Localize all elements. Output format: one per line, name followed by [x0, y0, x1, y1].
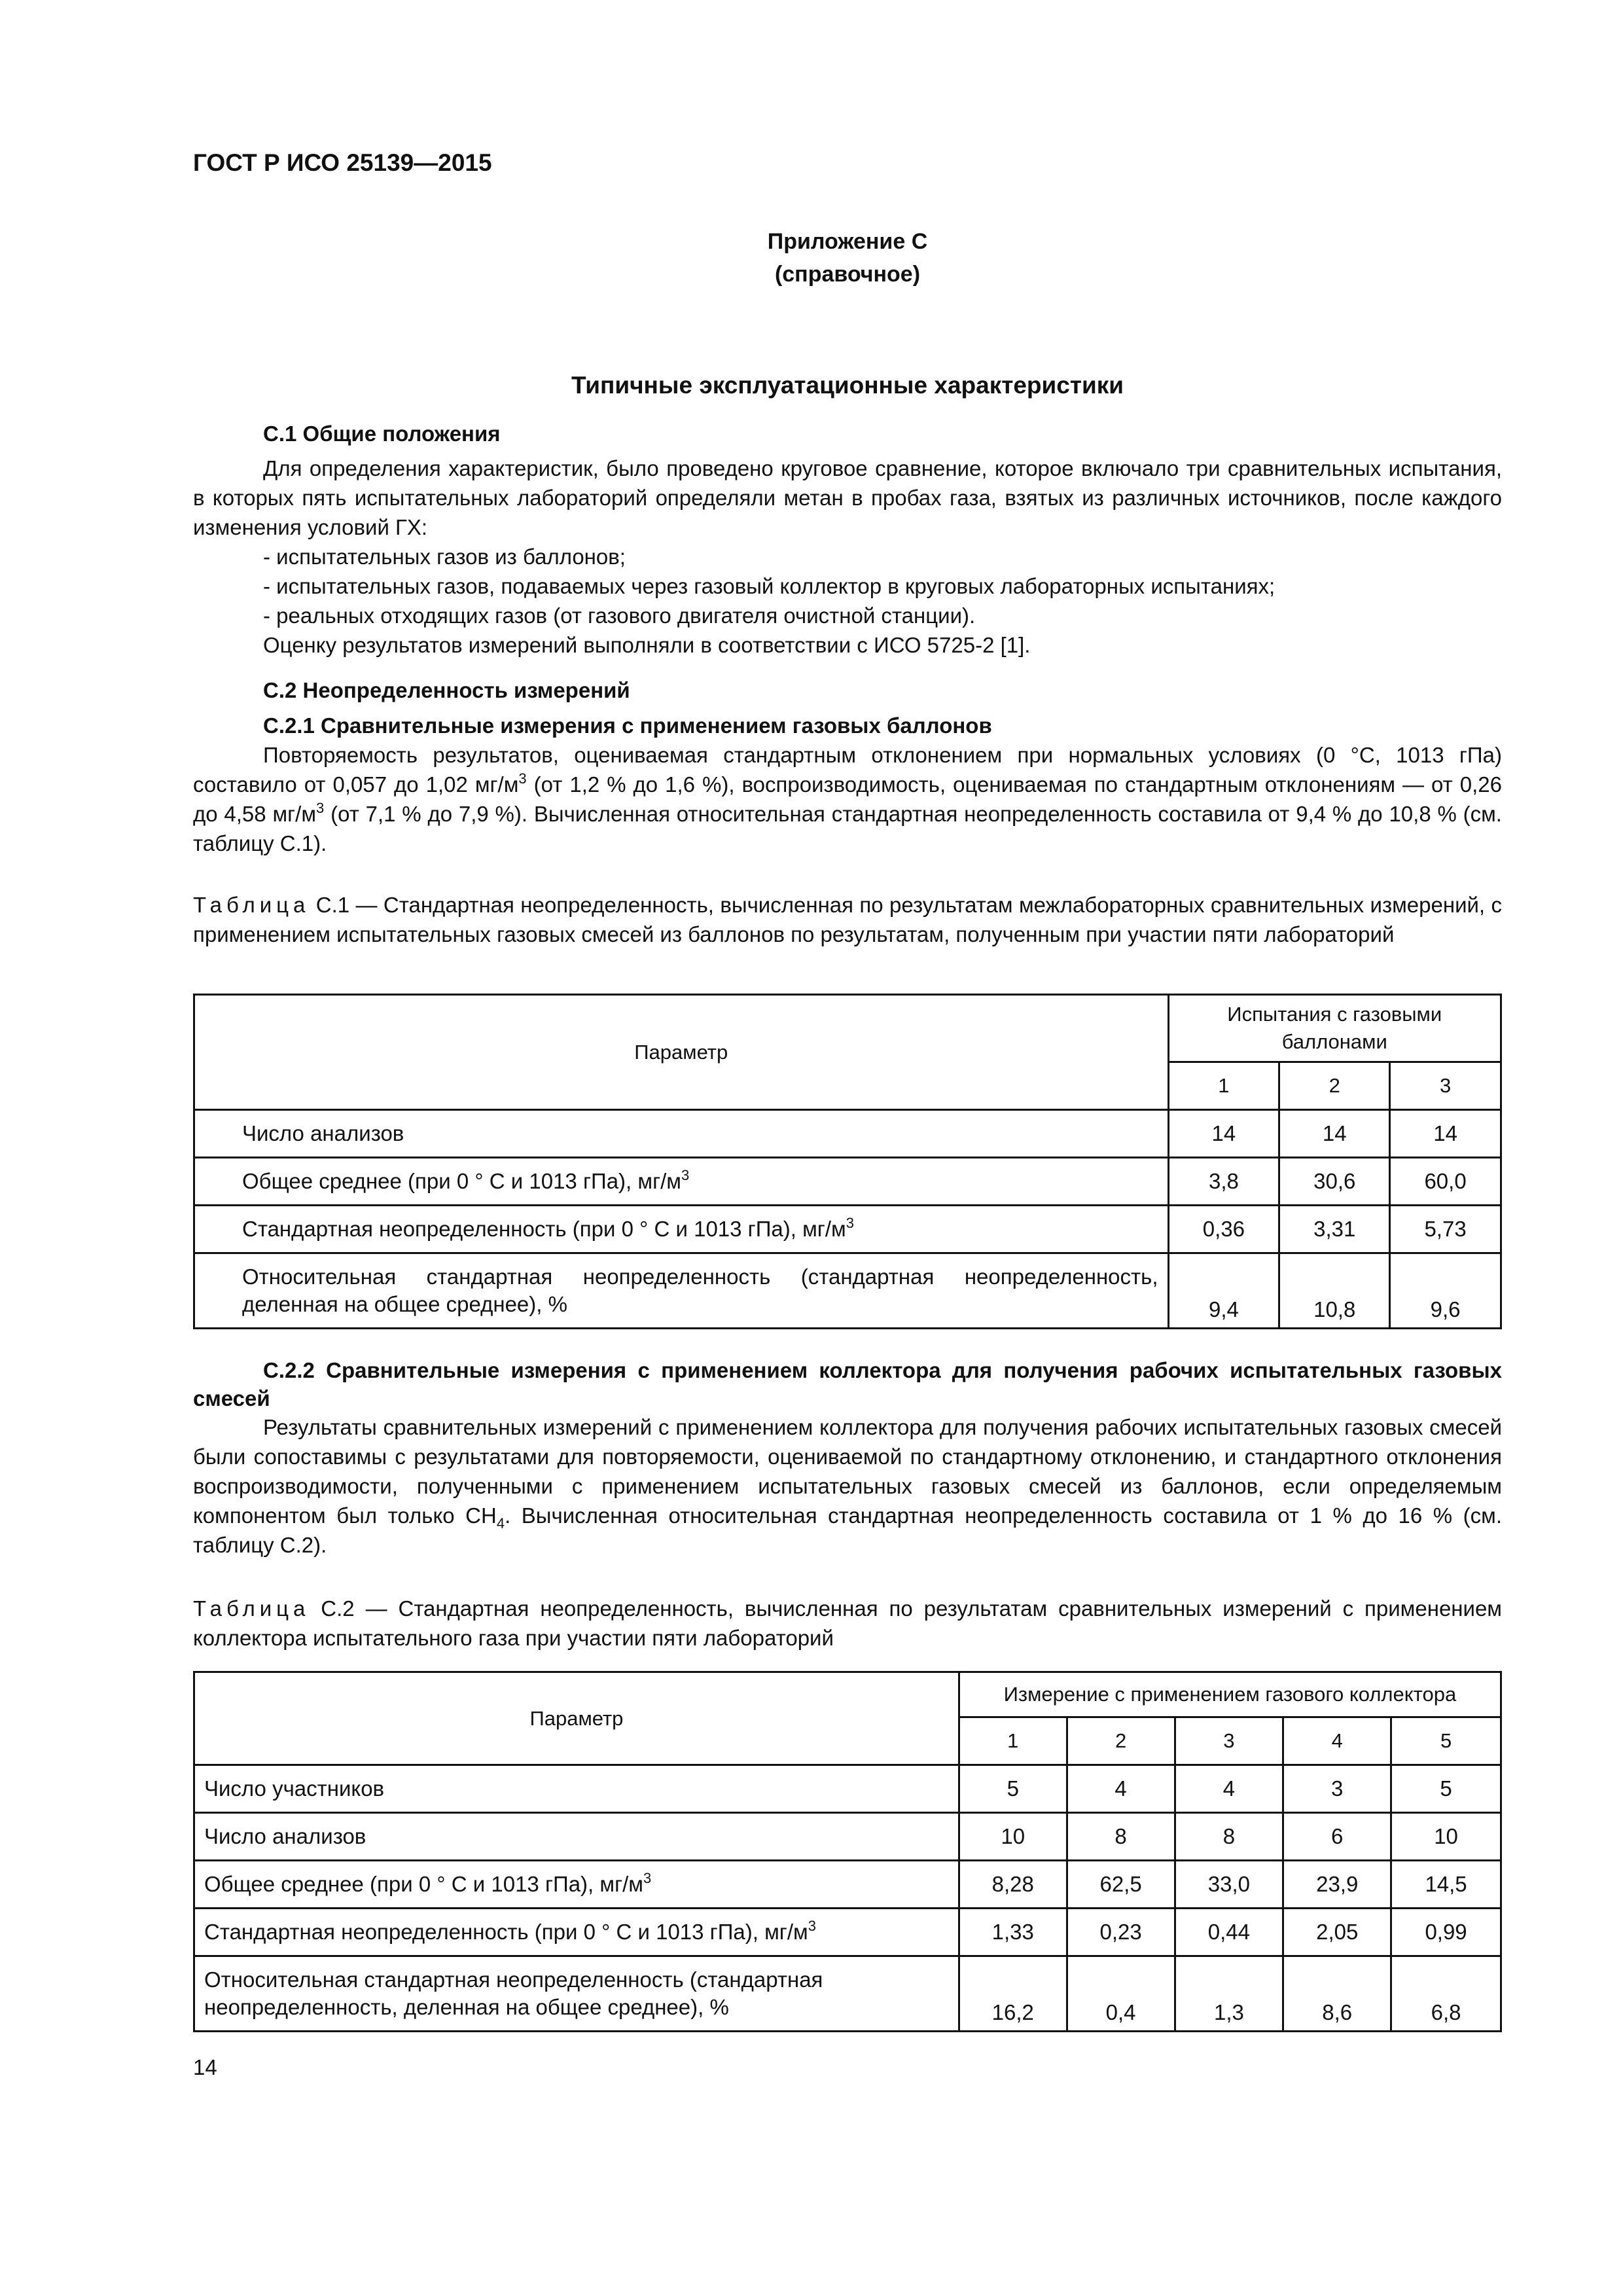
section-c22-text-b: . Вычисленная относительная стандартная неопределенность составила от 1 % до 16 % (см. таблицу С.2). [193, 1503, 1502, 1557]
table-row [194, 1813, 1501, 1861]
main-title: Типичные эксплуатационные характеристики [571, 372, 1124, 399]
table-cell: 1,3 [1175, 1956, 1283, 2032]
table2-group-header: Измерение с применением газового коллектора [959, 1672, 1501, 1717]
table-cell: 6 [1283, 1813, 1391, 1861]
table-cell: 5,73 [1390, 1206, 1501, 1253]
table1-group-header: Испытания с газовыми баллонами [1168, 995, 1501, 1062]
table-cell: 33,0 [1175, 1861, 1283, 1909]
table2-param-header: Параметр [194, 1672, 959, 1765]
table2-caption [193, 1594, 1502, 1653]
table2-col-header: 5 [1391, 1717, 1501, 1765]
table-row [194, 1861, 1501, 1909]
row-label: Стандартная неопределенность (при 0 ° С и 1013 гПа), $мг/м^3$ [194, 1909, 959, 1956]
table-row [194, 1253, 1501, 1329]
table-cell: 3 [1283, 1765, 1391, 1813]
row-label: Общее среднее (при 0 ° С и 1013 гПа), $мг/м^3$ [194, 1861, 959, 1909]
table-cell: 10,8 [1279, 1253, 1390, 1329]
appendix-status: (справочное) [774, 262, 921, 287]
table-row [194, 1909, 1501, 1956]
table-cell: 9,4 [1168, 1253, 1279, 1329]
document-code: ГОСТ Р ИСО 25139—2015 [193, 149, 492, 176]
table1-caption-label: Таблица [193, 893, 310, 917]
table1 [193, 994, 1502, 1329]
section-c22-paragraph [193, 1412, 1502, 1560]
table-cell: 4 [1067, 1765, 1175, 1813]
table-row [194, 1206, 1501, 1253]
list-item: - реальных отходящих газов (от газового двигателя очистной станции). [263, 603, 976, 628]
page-number: 14 [193, 2055, 217, 2079]
table-cell: 3,8 [1168, 1158, 1279, 1206]
table-cell: 5 [1391, 1765, 1501, 1813]
list-item: - испытательных газов из баллонов; [263, 545, 626, 569]
row-label: Стандартная неопределенность (при 0 ° С и 1013 гПа), $мг/м^3$ [194, 1206, 1169, 1253]
list-item: - испытательных газов, подаваемых через газовый коллектор в круговых лабораторных испытаниях; [263, 574, 1275, 598]
appendix-heading [0, 225, 1623, 291]
table2 [193, 1671, 1502, 2032]
section-c1-heading: С.1 Общие положения [263, 422, 501, 446]
row-label: Число анализов [194, 1110, 1169, 1158]
table1-col-header: 1 [1168, 1062, 1279, 1110]
table-row [194, 1765, 1501, 1813]
table-cell: 8 [1067, 1813, 1175, 1861]
table-cell: 9,6 [1390, 1253, 1501, 1329]
table-cell: 8 [1175, 1813, 1283, 1861]
superscript: 3 [518, 770, 527, 787]
appendix-title: Приложение С [767, 229, 928, 254]
table-cell: 14 [1168, 1110, 1279, 1158]
section-c21-text-c: (от 7,1 % до 7,9 %). Вычисленная относительная стандартная неопределенность составила от 9,4 % до 10,8 % (см. таблицу С.1). [193, 802, 1502, 855]
table-cell: 30,6 [1279, 1158, 1390, 1206]
table-cell: 4 [1175, 1765, 1283, 1813]
table1-col-header: 2 [1279, 1062, 1390, 1110]
section-c21-text-a: Повторяемость результатов, оцениваемая стандартным отклонением при нормальных условиях (0 °С, 1013 гПа) составило от 0,057 до 1,02 мг/м [193, 743, 1502, 797]
table-row [194, 1956, 1501, 2032]
table-cell: 14,5 [1391, 1861, 1501, 1909]
table2-col-header: 3 [1175, 1717, 1283, 1765]
row-label: Число участников [194, 1765, 959, 1813]
section-c1-closing: Оценку результатов измерений выполняли в соответствии с ИСО 5725-2 [1]. [263, 633, 1031, 657]
table-cell: 1,33 [959, 1909, 1067, 1956]
superscript: 3 [316, 800, 325, 816]
row-label: Общее среднее (при 0 ° С и 1013 гПа), $мг/м^3$ [194, 1158, 1169, 1206]
table-cell: 6,8 [1391, 1956, 1501, 2032]
table2-caption-text: С.2 — Стандартная неопределенность, вычисленная по результатам сравнительных измерений с применением коллектора испытательного газа при участии пяти лабораторий [193, 1596, 1502, 1650]
row-label: Число анализов [194, 1813, 959, 1861]
table-cell: 23,9 [1283, 1861, 1391, 1909]
table1-caption-text: С.1 — Стандартная неопределенность, вычисленная по результатам межлабораторных сравнительных измерений, с применением испытательных газовых смесей из баллонов по результатам, полученным при участии пяти лабораторий [193, 893, 1502, 946]
table-cell: 8,28 [959, 1861, 1067, 1909]
row-label: Относительная стандартная неопределенность (стандартная неопределенность, деленная на общее среднее), % [194, 1253, 1169, 1329]
section-c2-heading: С.2 Неопределенность измерений [263, 678, 630, 702]
table-cell: 16,2 [959, 1956, 1067, 2032]
section-c22-text-a: Результаты сравнительных измерений с применением коллектора для получения рабочих испытательных газовых смесей были сопоставимы с результатами для повторяемости, оцениваемой по стандартному отклонению, и стандартного отклонения воспроизводимости, полученными с применением испытательных газовых смесей из баллонов, если определяемым компонентом был только СН [193, 1415, 1502, 1528]
subscript: 4 [496, 1515, 505, 1532]
table2-caption-label: Таблица [193, 1596, 310, 1621]
table-cell: 62,5 [1067, 1861, 1175, 1909]
table-cell: 14 [1279, 1110, 1390, 1158]
table-cell: 60,0 [1390, 1158, 1501, 1206]
table2-col-header: 4 [1283, 1717, 1391, 1765]
table1-caption [193, 890, 1502, 949]
table-row [194, 1110, 1501, 1158]
section-c21-text-b: (от 1,2 % до 1,6 %), воспроизводимость, оцениваемая по стандартным отклонениям — от 0,26 до 4,58 мг/м [193, 772, 1502, 826]
table-row [194, 1158, 1501, 1206]
table-cell: 5 [959, 1765, 1067, 1813]
table1-col-header: 3 [1390, 1062, 1501, 1110]
table-cell: 0,99 [1391, 1909, 1501, 1956]
section-c1 [193, 419, 1502, 660]
section-c2 [193, 675, 1502, 858]
section-c21-heading: С.2.1 Сравнительные измерения с применением газовых баллонов [263, 713, 992, 738]
table-cell: 3,31 [1279, 1206, 1390, 1253]
table-cell: 0,36 [1168, 1206, 1279, 1253]
table1-param-header: Параметр [194, 995, 1169, 1110]
table-cell: 10 [1391, 1813, 1501, 1861]
section-c21-paragraph [193, 740, 1502, 858]
table2-col-header: 2 [1067, 1717, 1175, 1765]
section-c1-paragraph: Для определения характеристик, было проведено круговое сравнение, которое включало три сравнительных испытания, в которых пять испытательных лабораторий определяли метан в пробах газа, взятых из различных источников, после каждого изменения условий ГХ: [193, 456, 1502, 539]
table-cell: 2,05 [1283, 1909, 1391, 1956]
table2-col-header: 1 [959, 1717, 1067, 1765]
table-cell: 0,44 [1175, 1909, 1283, 1956]
row-label: Относительная стандартная неопределенность (стандартная неопределенность, деленная на общее среднее), % [194, 1956, 959, 2032]
table-cell: 10 [959, 1813, 1067, 1861]
table-cell: 14 [1390, 1110, 1501, 1158]
table-cell: 0,23 [1067, 1909, 1175, 1956]
section-c22-heading: С.2.2 Сравнительные измерения с применением коллектора для получения рабочих испытательных газовых смесей [193, 1358, 1502, 1410]
table-cell: 8,6 [1283, 1956, 1391, 2032]
table-cell: 0,4 [1067, 1956, 1175, 2032]
section-c22 [193, 1356, 1502, 1560]
